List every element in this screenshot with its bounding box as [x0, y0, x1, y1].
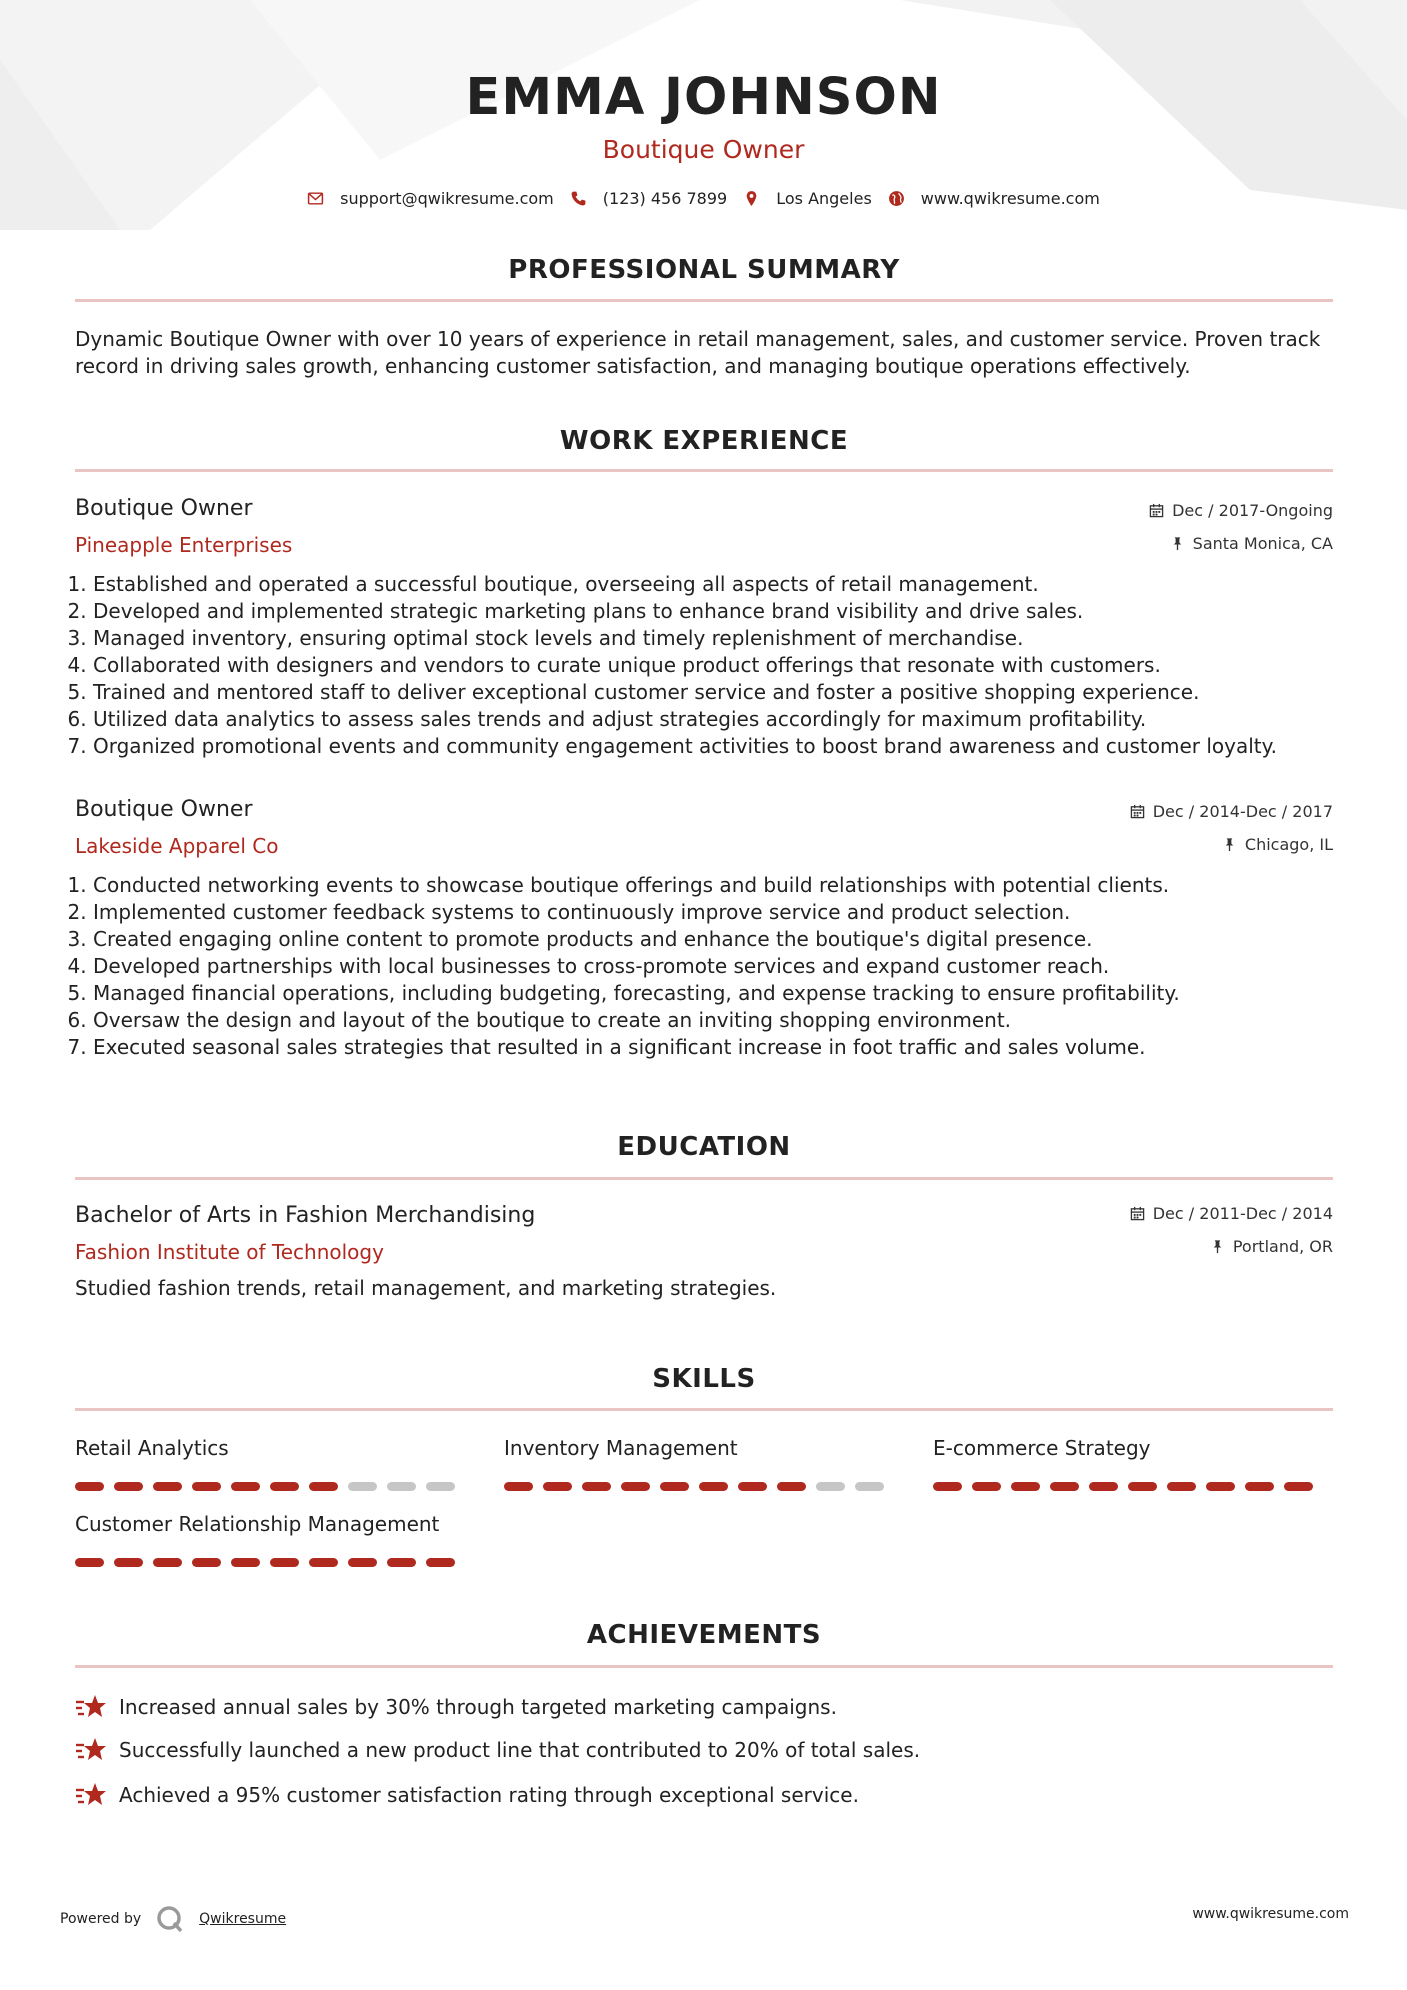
- job-responsibilities: [75, 571, 1333, 760]
- list-item: 3. Created engaging online content to promote products and enhance the boutique's digital presence.: [93, 926, 1333, 953]
- list-item: 4. Developed partnerships with local businesses to cross-promote services and expand customer reach.: [93, 953, 1333, 980]
- skill-dot-filled: [114, 1482, 143, 1491]
- experience-rule: [75, 469, 1333, 472]
- skill-dot-filled: [1245, 1482, 1274, 1491]
- skill-item: [504, 1436, 884, 1491]
- skill-item: [75, 1512, 495, 1567]
- skill-dot-filled: [387, 1558, 416, 1567]
- candidate-name: EMMA JOHNSON: [465, 68, 942, 127]
- contact-email[interactable]: [307, 189, 554, 208]
- summary-text: Dynamic Boutique Owner with over 10 years of experience in retail management, sales, and customer service. Proven track record in driving sales growth, enhancing customer satisfaction, and managing boutique operations effectively.: [75, 327, 1321, 378]
- contact-website[interactable]: [888, 189, 1100, 208]
- skill-dot-filled: [309, 1558, 338, 1567]
- skill-dot-filled: [699, 1482, 728, 1491]
- achievement-item: [75, 1736, 920, 1764]
- list-item: 1. Established and operated a successful boutique, overseeing all aspects of retail management.: [93, 571, 1333, 598]
- education-location: Portland, OR: [1232, 1236, 1333, 1256]
- powered-by-label: Powered by: [60, 1911, 142, 1927]
- calendar-icon: [1130, 1206, 1145, 1221]
- skill-dot-filled: [738, 1482, 767, 1491]
- skill-dot-filled: [270, 1558, 299, 1567]
- skill-dot-filled: [426, 1558, 455, 1567]
- skill-dot-filled: [621, 1482, 650, 1491]
- skill-level-bar: [75, 1558, 495, 1567]
- pushpin-icon: [1210, 1239, 1225, 1254]
- education-description: Studied fashion trends, retail management, and marketing strategies.: [75, 1276, 777, 1300]
- achievement-text: Achieved a 95% customer satisfaction rating through exceptional service.: [119, 1783, 859, 1807]
- map-pin-icon: [743, 190, 760, 207]
- footer-website[interactable]: www.qwikresume.com: [1192, 1906, 1349, 1922]
- education-dates: Dec / 2011-Dec / 2014: [1152, 1203, 1333, 1223]
- skill-dot-filled: [1284, 1482, 1313, 1491]
- skill-dot-filled: [114, 1558, 143, 1567]
- star-award-icon: [75, 1736, 107, 1764]
- summary-heading: PROFESSIONAL SUMMARY: [508, 255, 900, 285]
- qwikresume-logo-icon: [155, 1904, 185, 1934]
- skill-name: Inventory Management: [504, 1436, 738, 1460]
- job-meta: [1130, 801, 1333, 854]
- education-meta: [1130, 1203, 1333, 1256]
- achievement-text: Increased annual sales by 30% through targeted marketing campaigns.: [119, 1695, 837, 1719]
- skill-dot-filled: [270, 1482, 299, 1491]
- skill-name: E-commerce Strategy: [933, 1436, 1151, 1460]
- skill-dot-filled: [192, 1558, 221, 1567]
- skill-dot-filled: [777, 1482, 806, 1491]
- education-rule: [75, 1177, 1333, 1180]
- skill-name: Retail Analytics: [75, 1436, 229, 1460]
- list-item: 6. Utilized data analytics to assess sales trends and adjust strategies accordingly for maximum profitability.: [93, 706, 1333, 733]
- list-item: 5. Managed financial operations, including budgeting, forecasting, and expense tracking to ensure profitability.: [93, 980, 1333, 1007]
- skill-dot-filled: [231, 1558, 260, 1567]
- skill-dot-filled: [153, 1482, 182, 1491]
- list-item: 6. Oversaw the design and layout of the boutique to create an inviting shopping environment.: [93, 1007, 1333, 1034]
- list-item: 2. Developed and implemented strategic marketing plans to enhance brand visibility and drive sales.: [93, 598, 1333, 625]
- contact-phone[interactable]: [570, 189, 727, 208]
- skill-dot-filled: [1011, 1482, 1040, 1491]
- list-item: 7. Executed seasonal sales strategies that resulted in a significant increase in foot traffic and sales volume.: [93, 1034, 1333, 1061]
- skill-item: [75, 1436, 455, 1491]
- job-entry: [75, 496, 1333, 760]
- skill-dot-filled: [309, 1482, 338, 1491]
- experience-heading: WORK EXPERIENCE: [559, 426, 849, 456]
- skill-level-bar: [75, 1482, 455, 1491]
- job-location: Santa Monica, CA: [1192, 533, 1333, 553]
- envelope-icon: [307, 190, 324, 207]
- skill-level-bar: [504, 1482, 884, 1491]
- job-meta: [1149, 500, 1333, 553]
- list-item: 1. Conducted networking events to showcase boutique offerings and build relationships with potential clients.: [93, 872, 1333, 899]
- calendar-icon: [1130, 804, 1145, 819]
- contact-location: [743, 189, 872, 208]
- skill-dot-filled: [348, 1558, 377, 1567]
- location-text: Los Angeles: [776, 189, 872, 208]
- achievement-text: Successfully launched a new product line that contributed to 20% of total sales.: [119, 1738, 921, 1762]
- phone-icon: [570, 190, 587, 207]
- job-company: Pineapple Enterprises: [75, 533, 293, 557]
- contact-bar: [0, 189, 1407, 208]
- email-text: support@qwikresume.com: [340, 189, 554, 208]
- skill-name: Customer Relationship Management: [75, 1512, 440, 1536]
- skill-dot-filled: [933, 1482, 962, 1491]
- candidate-role: Boutique Owner: [602, 135, 805, 164]
- skill-dot-filled: [1089, 1482, 1118, 1491]
- skill-dot-filled: [543, 1482, 572, 1491]
- education-heading: EDUCATION: [617, 1132, 791, 1162]
- summary-rule: [75, 299, 1333, 302]
- star-award-icon: [75, 1781, 107, 1809]
- skill-dot-filled: [1167, 1482, 1196, 1491]
- skills-rule: [75, 1408, 1333, 1411]
- globe-icon: [888, 190, 905, 207]
- footer-powered-by: [60, 1904, 286, 1934]
- achievements-rule: [75, 1665, 1333, 1668]
- skill-item: [933, 1436, 1313, 1491]
- job-company: Lakeside Apparel Co: [75, 834, 279, 858]
- pushpin-icon: [1222, 837, 1237, 852]
- list-item: 2. Implemented customer feedback systems to continuously improve service and product selection.: [93, 899, 1333, 926]
- calendar-icon: [1149, 503, 1164, 518]
- skill-dot-filled: [972, 1482, 1001, 1491]
- qwikresume-link[interactable]: Qwikresume: [199, 1911, 287, 1927]
- achievements-heading: ACHIEVEMENTS: [586, 1620, 822, 1650]
- skill-dot-empty: [816, 1482, 845, 1491]
- skill-dot-filled: [1128, 1482, 1157, 1491]
- skill-level-bar: [933, 1482, 1313, 1491]
- skill-dot-filled: [75, 1482, 104, 1491]
- skill-dot-filled: [75, 1558, 104, 1567]
- skill-dot-empty: [426, 1482, 455, 1491]
- list-item: 4. Collaborated with designers and vendors to curate unique product offerings that resonate with customers.: [93, 652, 1333, 679]
- skills-heading: SKILLS: [652, 1364, 756, 1394]
- skill-dot-filled: [504, 1482, 533, 1491]
- skill-dot-filled: [1206, 1482, 1235, 1491]
- job-title: Boutique Owner: [75, 496, 253, 521]
- achievement-item: [75, 1781, 859, 1809]
- pushpin-icon: [1170, 536, 1185, 551]
- job-entry: [75, 797, 1333, 1061]
- education-entry: [75, 1203, 1333, 1300]
- job-dates: Dec / 2014-Dec / 2017: [1152, 801, 1333, 821]
- list-item: 3. Managed inventory, ensuring optimal stock levels and timely replenishment of merchandise.: [93, 625, 1333, 652]
- job-dates: Dec / 2017-Ongoing: [1172, 500, 1333, 520]
- job-responsibilities: [75, 872, 1333, 1061]
- phone-text: (123) 456 7899: [602, 189, 728, 208]
- resume-header: [0, 68, 1407, 164]
- skill-dot-empty: [387, 1482, 416, 1491]
- skill-dot-filled: [153, 1558, 182, 1567]
- skill-dot-filled: [582, 1482, 611, 1491]
- achievement-item: [75, 1693, 837, 1721]
- skill-dot-filled: [231, 1482, 260, 1491]
- skill-dot-filled: [1050, 1482, 1079, 1491]
- list-item: 7. Organized promotional events and community engagement activities to boost brand awareness and customer loyalty.: [93, 733, 1333, 760]
- degree-title: Bachelor of Arts in Fashion Merchandising: [75, 1203, 536, 1228]
- school-name: Fashion Institute of Technology: [75, 1240, 384, 1264]
- job-location: Chicago, IL: [1244, 834, 1333, 854]
- skill-dot-filled: [660, 1482, 689, 1491]
- job-title: Boutique Owner: [75, 797, 253, 822]
- skill-dot-empty: [855, 1482, 884, 1491]
- list-item: 5. Trained and mentored staff to deliver exceptional customer service and foster a positive shopping experience.: [93, 679, 1333, 706]
- skill-dot-filled: [192, 1482, 221, 1491]
- skill-dot-empty: [348, 1482, 377, 1491]
- star-award-icon: [75, 1693, 107, 1721]
- website-text: www.qwikresume.com: [920, 189, 1100, 208]
